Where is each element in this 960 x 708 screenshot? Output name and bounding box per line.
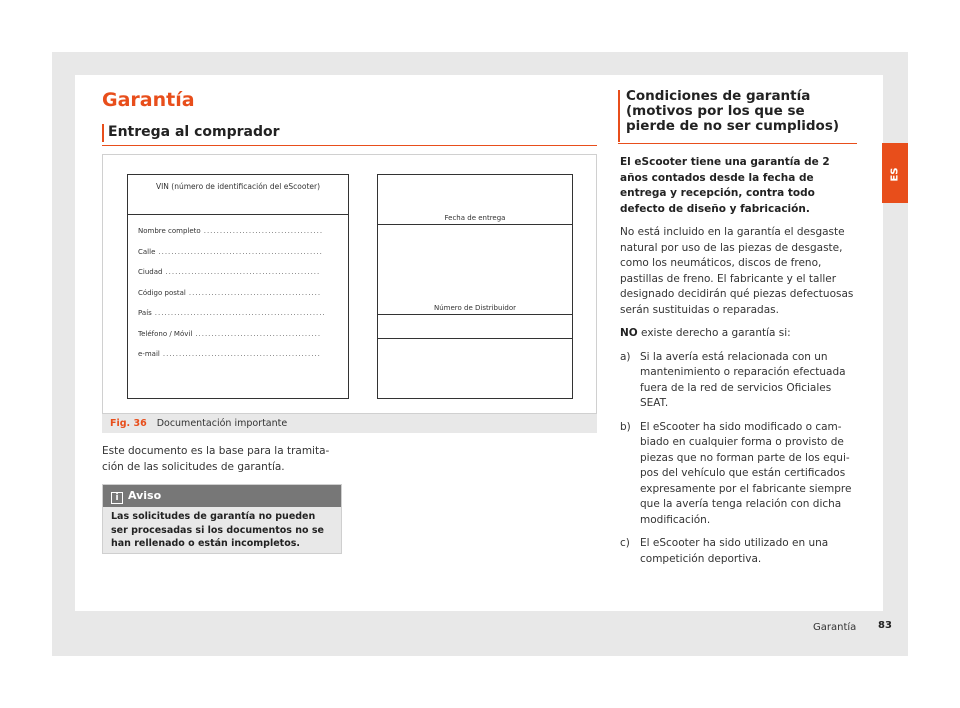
form-row-label: e-mail [138, 350, 160, 358]
warranty-lead: El eScooter tiene una garantía de 2 años contados desde la fecha de entrega y recepción, contra todo defecto de diseño y fabricación. [620, 156, 830, 215]
form-row [138, 303, 338, 324]
form-row-dots: ....................................... [195, 329, 322, 338]
list-marker: b) [620, 420, 631, 433]
form-row-label: Código postal [138, 288, 186, 297]
no-word: NO [620, 327, 638, 339]
no-warranty-rest: existe derecho a garantía si: [637, 327, 791, 339]
buyer-form-rows [128, 215, 348, 365]
figure-caption [102, 414, 597, 433]
list-marker: a) [620, 350, 631, 363]
form-row [138, 221, 338, 242]
list-text: El eScooter ha sido modificado o cam-biado en cualquier forma o provisto de piezas que no forman parte de los equi-pos del vehículo que están certificados expresamente por el fabricante siempre que la avería tenga relación con dicha modificación. [640, 420, 852, 526]
notice-title: Aviso [128, 489, 162, 502]
notice-body: Las solicitudes de garantía no pueden ser procesadas si los documentos no se han rellenado o están incompletos. [111, 511, 324, 549]
list-marker: c) [620, 537, 630, 549]
form-row-label: Teléfono / Móvil [138, 329, 193, 338]
conditions-column [620, 155, 860, 575]
stamp-cell [378, 315, 572, 339]
form-row-label: Ciudad [138, 268, 163, 276]
buyer-form [127, 174, 349, 399]
form-row [138, 283, 338, 304]
form-row-dots: ..................................... [203, 227, 324, 235]
section-rule-left [102, 145, 597, 146]
exclusions-paragraph: No está incluido en la garantía el desgaste natural por uso de las piezas de desgaste, como los neumáticos, discos de freno, pastillas de freno. El fabricante y el taller designado decidirán qué piezas defectuosas serán sustituidas o reparadas. [620, 226, 854, 316]
form-row-dots: ................................................ [165, 268, 321, 276]
figure-number: Fig. 36 [110, 418, 147, 429]
intro-paragraph: Este documento es la base para la tramita-ción de las solicitudes de garantía. [102, 445, 330, 473]
form-row-label: Calle [138, 247, 156, 256]
language-tab [882, 143, 908, 203]
form-row-label: País [138, 309, 152, 317]
list-item [620, 350, 860, 412]
dealer-form [377, 174, 573, 399]
vin-label: VIN (número de identificación del eScooter) [128, 175, 348, 215]
no-warranty-intro [620, 326, 860, 342]
form-row-label: Nombre completo [138, 227, 201, 235]
form-row [138, 262, 338, 283]
form-row [138, 344, 338, 365]
form-row-dots: ................................................. [162, 350, 321, 358]
section-subtitle: Entrega al comprador [108, 124, 280, 140]
dealer-number-cell [378, 225, 572, 315]
list-item [620, 536, 860, 567]
page-title: Garantía [102, 89, 195, 111]
form-row [138, 324, 338, 345]
language-tab-label: ES [889, 167, 901, 182]
figure-caption-text: Documentación importante [156, 418, 288, 429]
dealer-number-label: Número de Distribuidor [434, 304, 516, 312]
notice-header [103, 485, 341, 507]
list-text: El eScooter ha sido utilizado en una competición deportiva. [640, 537, 829, 565]
footer-section: Garantía [813, 622, 857, 633]
list-text: Si la avería está relacionada con un mantenimiento o reparación efectuada fuera de la red de servicios Oficiales SEAT. [640, 350, 846, 409]
section-rule-right [618, 143, 857, 144]
conditions-title: Condiciones de garantía (motivos por los que se pierde de no ser cumplidos) [626, 88, 840, 134]
page-number: 83 [878, 620, 892, 631]
form-row-dots: ......................................... [188, 288, 322, 297]
form-row-dots: ................................................... [158, 247, 323, 256]
delivery-date-cell [378, 175, 572, 225]
form-row [138, 242, 338, 263]
notice-box [102, 484, 342, 554]
delivery-date-label: Fecha de entrega [444, 214, 506, 222]
form-row-dots: ..................................................... [154, 309, 326, 317]
list-item [620, 420, 860, 529]
info-icon: i [111, 492, 123, 504]
right-title-marker [618, 90, 620, 142]
